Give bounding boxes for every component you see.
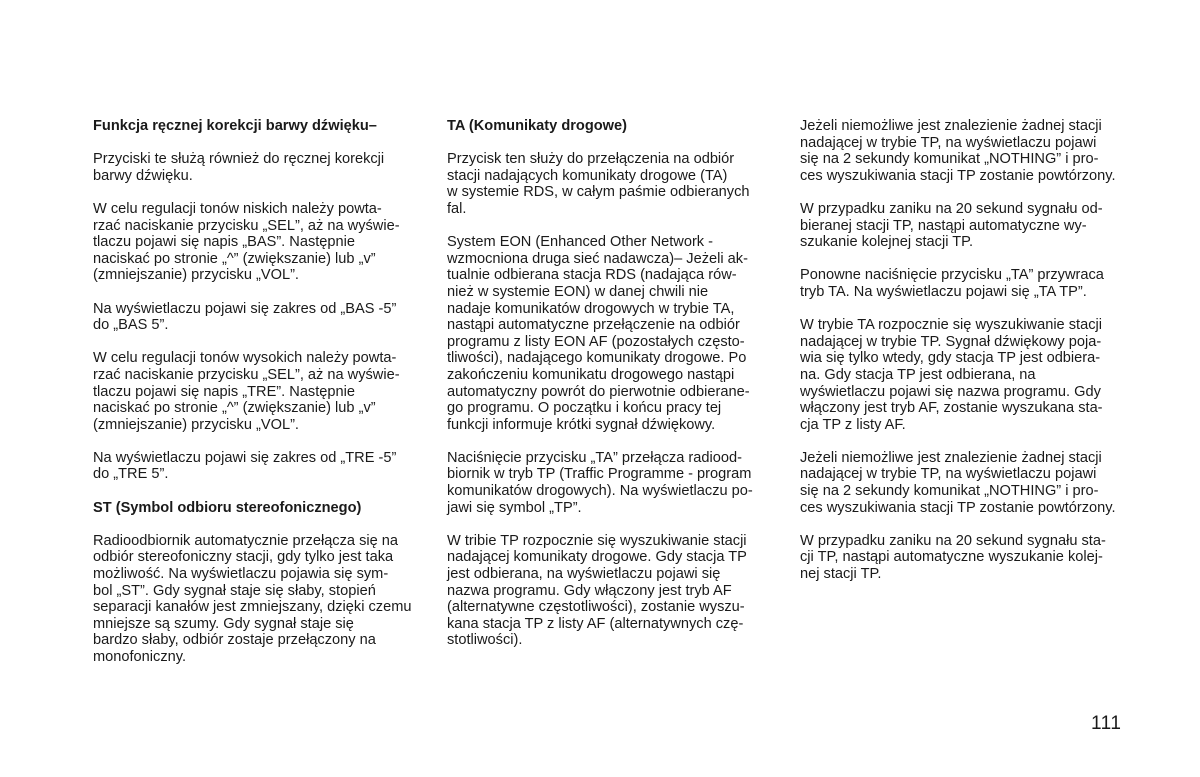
text-column-middle [447, 118, 771, 666]
page-number: 111 [1091, 713, 1122, 734]
text-column-right [800, 118, 1124, 599]
section-heading: ST (Symbol odbioru stereofonicznego) [93, 499, 362, 516]
paragraph: Przycisk ten służy do przełączenia na odbiór stacji nadających komunikaty drogowe (TA) w systemie RDS, w całym paśmie odbieranych fal. [447, 151, 750, 217]
paragraph: W przypadku zaniku na 20 sekund sygnału od- bieranej stacji TP, nastąpi automatyczne wy- szukanie kolejnej stacji TP. [800, 200, 1103, 251]
paragraph: W trybie TA rozpocznie się wyszukiwanie stacji nadającej w trybie TP. Sygnał dźwiękowy poja- wia się tylko wtedy, gdy stacja TP jest odbiera- na. Gdy stacja TP jest odbierana, na wyświetlaczu pojawi się nazwa programu. Gdy włączony jest tryb AF, zostanie wyszukana sta- cja TP z listy AF. [800, 317, 1103, 433]
paragraph: Jeżeli niemożliwe jest znalezienie żadnej stacji nadającej w trybie TP, na wyświetlaczu pojawi się na 2 sekundy komunikat „NOTHING” i pro- ces wyszukiwania stacji TP zostanie powtórzony. [800, 449, 1116, 516]
text-column-left [93, 118, 417, 682]
paragraph: Na wyświetlaczu pojawi się zakres od „BAS -5” do „BAS 5”. [93, 300, 397, 334]
paragraph: Radioodbiornik automatycznie przełącza się na odbiór stereofoniczny stacji, gdy tylko jest taka możliwość. Na wyświetlaczu pojawia się sym- bol „ST”. Gdy sygnał staje się słaby, stopień separacji kanałów jest zmniejszany, dzięki czemu mniejsze są szumy. Gdy sygnał staje się bardzo słaby, odbiór zostaje przełączony na monofoniczny. [93, 532, 412, 665]
section-heading: TA (Komunikaty drogowe) [447, 118, 627, 134]
paragraph: W celu regulacji tonów niskich należy powta- rzać naciskanie przycisku „SEL”, aż na wyświe- tlaczu pojawi się napis „BAS”. Następnie naciskać po stronie „^” (zwiększanie) lub „v” (zmniejszanie) przycisku „VOL”. [93, 200, 400, 284]
paragraph: W celu regulacji tonów wysokich należy powta- rzać naciskanie przycisku „SEL”, aż na wyświe- tlaczu pojawi się napis „TRE”. Następnie naciskać po stronie „^” (zwiększanie) lub „v” (zmniejszanie) przycisku „VOL”. [93, 350, 400, 433]
paragraph: W tribie TP rozpocznie się wyszukiwanie stacji nadającej komunikaty drogowe. Gdy stacja TP jest odbierana, na wyświetlaczu pojawi się nazwa programu. Gdy włączony jest tryb AF (alternatywne częstotliwości), zostanie wyszu- kana stacja TP z listy AF (alternatywnych czę- stotliwości). [447, 532, 747, 649]
paragraph: W przypadku zaniku na 20 sekund sygnału sta- cji TP, nastąpi automatyczne wyszukanie kolej- nej stacji TP. [800, 532, 1106, 583]
paragraph: Naciśnięcie przycisku „TA” przełącza radiood- biornik w tryb TP (Traffic Programme - program komunikatów drogowych). Na wyświetlaczu po- jawi się symbol „TP”. [447, 449, 753, 516]
section-heading: Funkcja ręcznej korekcji barwy dźwięku– [93, 118, 377, 134]
paragraph: System EON (Enhanced Other Network - wzmocniona druga sieć nadawcza)– Jeżeli ak- tualnie odbierana stacja RDS (nadająca rów- nież w systemie EON) w danej chwili nie nadaje komunikatów drogowych w trybie TA, nastąpi automatyczne przełączenie na odbiór programu z listy EON AF (pozostałych często- tliwości), nadającego komunikaty drogowe. Po zakończeniu komunikatu drogowego nastąpi automatyczny powrót do pierwotnie odbierane- go programu. O początku i końcu pracy tej funkcji informuje krótki sygnał dźwiękowy. [447, 234, 750, 433]
paragraph: Ponowne naciśnięcie przycisku „TA” przywraca tryb TA. Na wyświetlaczu pojawi się „TA TP”. [800, 267, 1104, 300]
paragraph: Na wyświetlaczu pojawi się zakres od „TRE -5” do „TRE 5”. [93, 449, 397, 483]
paragraph: Jeżeli niemożliwe jest znalezienie żadnej stacji nadającej w trybie TP, na wyświetlaczu pojawi się na 2 sekundy komunikat „NOTHING” i pro- ces wyszukiwania stacji TP zostanie powtórzony. [800, 118, 1116, 184]
paragraph: Przyciski te służą również do ręcznej korekcji barwy dźwięku. [93, 151, 385, 184]
